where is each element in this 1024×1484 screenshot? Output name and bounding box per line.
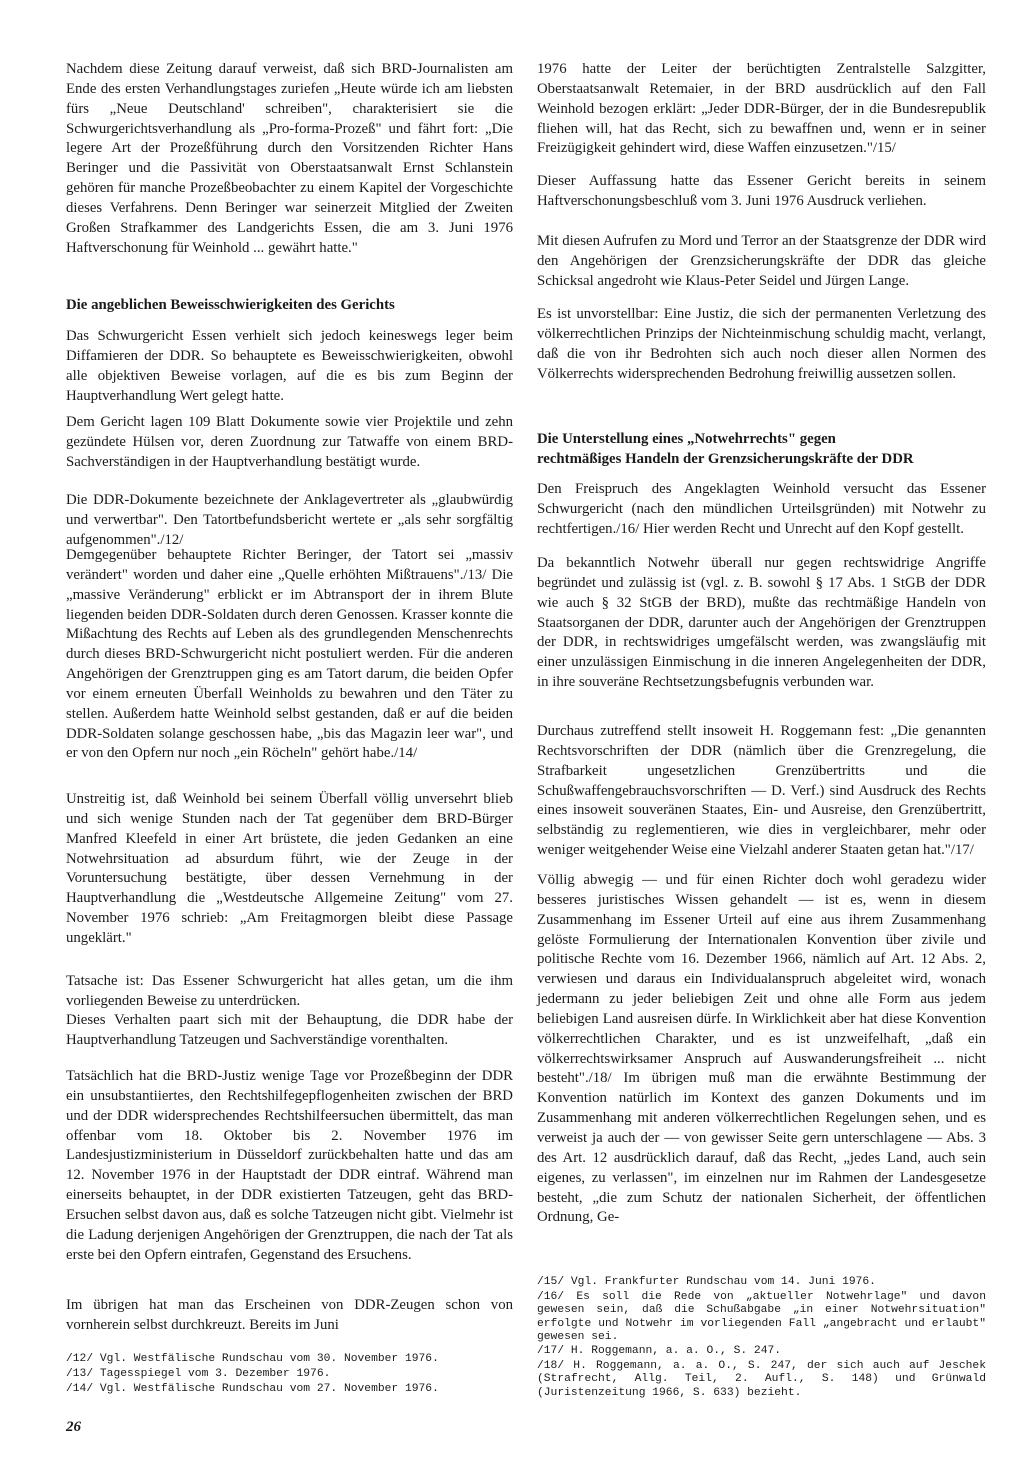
left-paragraph-8: Dieses Verhalten paart sich mit der Behauptung, die DDR habe der Hauptverhandlung Tatzeugen und Sachverständige vorenthalten. xyxy=(66,1012,513,1048)
footnote-15: /15/ Vgl. Frankfurter Rundschau vom 14. Juni 1976. xyxy=(537,1276,876,1288)
left-paragraph-9: Tatsächlich hat die BRD-Justiz wenige Tage vor Prozeßbeginn der DDR ein unsubstantiiertes, den Rechtshilfegepflogenheiten zwischen der BRD und der DDR widersprechendes Rechtshilfeersuchen übermittelt, das man offenbar vom 18. Oktober bis 2. November 1976 im Landesjustizministerium in Düsseldorf zurückbehalten hatte und das am 12. November 1976 in der Hauptstadt der DDR eintraf. Während man einerseits behauptet, in der DDR existierten Tatzeugen, geht das BRD-Ersuchen selbst davon aus, daß es solche Tatzeugen nicht gibt. Vielmehr ist die Ladung derjenigen Angehörigen der Grenztruppen, die nach der Tat als erste bei den Opfern eintrafen, Gegenstand des Ersuchens. xyxy=(66,1068,513,1263)
footnote-14: /14/ Vgl. Westfälische Rundschau vom 27. November 1976. xyxy=(66,1383,439,1395)
page-number: 26 xyxy=(66,1419,81,1435)
left-paragraph-5: Demgegenüber behauptete Richter Beringer, der Tatort sei „massiv verändert" worden und daher eine „Quelle erhöhten Mißtrauens"./13/ Die „massive Veränderung" erblickt er im Abtransport der in ihrem Blute liegenden beiden DDR-Soldaten durch deren Genossen. Krasser konnte die Mißachtung des Rechts auf Leben als des grundlegenden Menschenrechts durch dieses BRD-Schwurgericht nicht postuliert werden. Für die anderen Angehörigen der Grenztruppen ging es am Tatort darum, die beiden Opfer vor einem erneuten Überfall Weinholds zu bewahren und den Täter zu stellen. Außerdem hatte Weinhold selbst gestanden, daß er auf die beiden DDR-Soldaten solange geschossen habe, „bis das Magazin leer war", und er von den Opfern nur noch „ein Röcheln" gehört habe./14/ xyxy=(66,547,513,762)
right-paragraph-3: Mit diesen Aufrufen zu Mord und Terror an der Staatsgrenze der DDR wird den Angehörigen der Grenzsicherungskräfte der DDR das gleiche Schicksal angedroht wie Klaus-Peter Seidel und Jürgen Lange. xyxy=(537,233,986,289)
right-paragraph-7: Durchaus zutreffend stellt insoweit H. Roggemann fest: „Die genannten Rechtsvorschriften der DDR (nämlich über die Grenzregelung, die Strafbarkeit ungesetzlichen Grenzübertritts und die Schußwaffengebrauchsvorschriften — D. Verf.) sind Ausdruck des Rechts eines insoweit souveränen Staates, Ein- und Ausreise, den Grenzübertritt, selbständig zu reglementieren, wie dies in vergleichbarer, mehr oder weniger weitgehender Weise eine Vielzahl anderer Staaten getan hat."/17/ xyxy=(537,723,986,859)
left-paragraph-10: Im übrigen hat man das Erscheinen von DDR-Zeugen schon von vornherein selbst durchkreuzt. Bereits im Juni xyxy=(66,1297,513,1333)
footnote-16: /16/ Es soll die Rede von „aktueller Notwehrlage" und davon gewesen sein, daß die Schußabgabe „in einer Notwehrsituation" erfolgte und Notwehr im vorliegenden Fall „angebracht und erlaubt" gewesen sei. xyxy=(537,1291,986,1344)
footnote-18: /18/ H. Roggemann, a. a. O., S. 247, der sich auch auf Jeschek (Strafrecht, Allg. Teil, 2. Aufl., S. 148) und Grünwald (Juristenzeitung 1966, S. 633) bezieht. xyxy=(537,1360,986,1399)
section-heading-beweisschwierigkeiten: Die angeblichen Beweisschwierigkeiten des Gerichts xyxy=(66,297,395,313)
left-paragraph-2: Das Schwurgericht Essen verhielt sich jedoch keineswegs leger beim Diffamieren der DDR. So behauptete es Beweisschwierigkeiten, obwohl alle objektiven Beweise vorlagen, auf die es bis zum Beginn der Hauptverhandlung Wert gelegt hatte. xyxy=(66,328,513,404)
right-paragraph-5: Den Freispruch des Angeklagten Weinhold versucht das Essener Schwurgericht (nach den mündlichen Urteilsgründen) mit Notwehr zu rechtfertigen./16/ Hier werden Recht und Unrecht auf den Kopf gestellt. xyxy=(537,481,986,537)
footnote-12: /12/ Vgl. Westfälische Rundschau vom 30. November 1976. xyxy=(66,1353,439,1365)
left-paragraph-7: Tatsache ist: Das Essener Schwurgericht hat alles getan, um die ihm vorliegenden Beweise zu unterdrücken. xyxy=(66,973,513,1009)
right-paragraph-1: 1976 hatte der Leiter der berüchtigten Zentralstelle Salzgitter, Oberstaatsanwalt Retemaier, in der BRD ausdrücklich auf den Fall Weinhold bezogen erklärt: „Jeder DDR-Bürger, der in die Bundesrepublik fliehen will, hat das Recht, sich zu bewaffnen und, wenn er in seiner Freizügigkeit gehindert wird, diese Waffen einzusetzen."/15/ xyxy=(537,61,986,157)
right-paragraph-8: Völlig abwegig — und für einen Richter doch wohl geradezu wider besseres juristisches Wissen gehandelt — ist es, wenn in diesem Zusammenhang im Essener Urteil auf eine aus ihrem Zusammenhang gelöste Formulierung der Internationalen Konvention über zivile und politische Rechte vom 16. Dezember 1966, nämlich auf Art. 12 Abs. 2, verwiesen und daraus ein Individualanspruch abgeleitet wird, wonach jedermann zu jeder beliebigen Zeit und ohne alle Form aus jedem beliebigen Land ausreisen dürfe. In Wirklichkeit aber hat diese Konvention völkerrechtlichen Charakter, und es ist unzweifelhaft, „daß ein völkerrechtswirksamer Anspruch auf Auswanderungsfreiheit ... nicht besteht"./18/ Im übrigen muß man die erwähnte Bestimmung der Konvention natürlich im Kontext des ganzen Dokuments und im Zusammenhang mit anderen völkerrechtlichen Regelungen sehen, und es verweist ja auch der — von gewisser Seite gern unterschlagene — Abs. 3 des Art. 12 ausdrücklich darauf, daß das Recht, „jedes Land, auch sein eigenes, zu verlassen", im einzelnen nur im Rahmen der Landesgesetze besteht, „die zum Schutz der nationalen Sicherheit, der öffentlichen Ordnung, Ge- xyxy=(537,872,986,1226)
section-heading-notwehrrecht-line-2: rechtmäßiges Handeln der Grenzsicherungskräfte der DDR xyxy=(537,451,914,467)
footnote-13: /13/ Tagesspiegel vom 3. Dezember 1976. xyxy=(66,1368,331,1380)
right-paragraph-2: Dieser Auffassung hatte das Essener Gericht bereits in seinem Haftverschonungsbeschluß vom 3. Juni 1976 Ausdruck verliehen. xyxy=(537,173,986,209)
left-paragraph-3: Dem Gericht lagen 109 Blatt Dokumente sowie vier Projektile und zehn gezündete Hülsen vor, deren Zuordnung zur Tatwaffe von einem BRD-Sachverständigen in der Hauptverhandlung bestätigt wurde. xyxy=(66,414,513,470)
left-paragraph-1: Nachdem diese Zeitung darauf verweist, daß sich BRD-Journalisten am Ende des ersten Verhandlungstages zuriefen „Heute würde ich am liebsten fürs „Neue Deutschland' schreiben", charakterisiert sie die Schwurgerichtsverhandlung als „Pro-forma-Prozeß" und fährt fort: „Die legere Art der Prozeßführung durch den Vorsitzenden Richter Hans Beringer und die Passivität von Oberstaatsanwalt Ernst Schlanstein gehören für manche Prozeßbeobachter zu einem Kapitel der Vorgeschichte dieses Verfahrens. Denn Beringer war seinerzeit Mitglied der Zweiten Großen Strafkammer des Landgerichts Essen, die am 3. Juni 1976 Haftverschonung für Weinhold ... gewährt hatte." xyxy=(66,61,513,256)
left-paragraph-4: Die DDR-Dokumente bezeichnete der Anklagevertreter als „glaubwürdig und verwertbar". Den Tatortbefundsbericht wertete er „als sehr sorgfältig aufgenommen"./12/ xyxy=(66,492,513,548)
section-heading-notwehrrecht-line-1: Die Unterstellung eines „Notwehrrechts" gegen xyxy=(537,431,836,447)
right-paragraph-6: Da bekanntlich Notwehr überall nur gegen rechtswidrige Angriffe begründet und zulässig ist (vgl. z. B. sowohl § 17 Abs. 1 StGB der DDR wie auch § 32 StGB der BRD), mußte das rechtmäßige Handeln von Staatsorganen der DDR, darunter auch der Angehörigen der Grenztruppen der DDR, in rechtswidriges umgefälscht werden, was zwangsläufig mit einer unzulässigen Einmischung in die inneren Angelegenheiten der DDR, in ihre souveräne Rechtsetzungsbefugnis verbunden war. xyxy=(537,555,986,691)
right-paragraph-4: Es ist unvorstellbar: Eine Justiz, die sich der permanenten Verletzung des völkerrechtlichen Prinzips der Nichteinmischung schuldig macht, verlangt, daß die von ihr Bedrohten sich auch noch dieser allen Normen des Völkerrechts widersprechenden Bedrohung freiwillig aussetzen sollen. xyxy=(537,306,986,382)
left-paragraph-6: Unstreitig ist, daß Weinhold bei seinem Überfall völlig unversehrt blieb und sich wenige Stunden nach der Tat gegenüber dem BRD-Bürger Manfred Kleefeld in einer Art brüstete, die jeden Gedanken an eine Notwehrsituation ad absurdum führt, wie der Zeuge in der Voruntersuchung bestätigte, über dessen Vernehmung in der Hauptverhandlung die „Westdeutsche Allgemeine Zeitung" vom 27. November 1976 schrieb: „Am Freitagmorgen bleibt diese Passage ungeklärt." xyxy=(66,791,513,946)
footnote-17: /17/ H. Roggemann, a. a. O., S. 247. xyxy=(537,1345,782,1357)
